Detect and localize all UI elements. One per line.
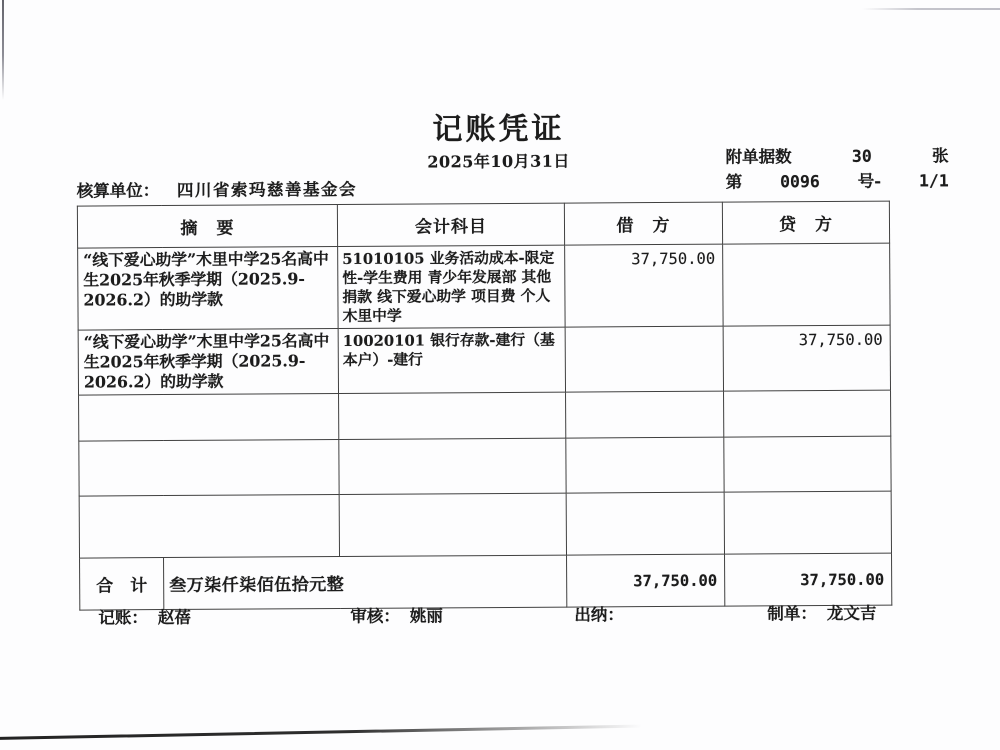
preparer-signature: [767, 600, 876, 625]
debit-cell: [565, 326, 723, 392]
table-row: [78, 325, 890, 395]
reviewer-name: 姚丽: [409, 606, 443, 626]
table-row: [79, 436, 891, 496]
credit-cell: [723, 243, 890, 326]
accounting-unit-line: [77, 176, 357, 202]
table-row: [79, 491, 891, 558]
voucher-number: 0096: [780, 172, 820, 192]
reviewer-signature: [350, 602, 443, 627]
attachment-label: 附单据数: [725, 147, 792, 167]
header-account: 会计科目: [337, 203, 564, 246]
bookkeeper-label: 记账：: [98, 608, 148, 628]
table-row: [78, 243, 890, 330]
header-credit: 贷 方: [722, 201, 889, 244]
summary-cell: [79, 393, 339, 441]
accounting-unit-name: 四川省索玛慈善基金会: [176, 179, 358, 200]
summary-cell: [79, 439, 339, 496]
voucher-title: 记账凭证: [432, 111, 565, 148]
debit-cell: [566, 437, 724, 493]
cashier-label: 出纳：: [574, 605, 624, 625]
debit-cell: [566, 391, 724, 438]
credit-cell: [724, 491, 891, 554]
summary-cell: “线下爱心助学”木里中学25名高中生2025年秋季学期（2025.9-2026.2）的助学款: [78, 328, 338, 395]
voucher-page-number: 1/1: [918, 171, 949, 191]
voucher-number-line: [726, 170, 949, 192]
voucher-number-prefix: 第: [725, 172, 743, 192]
preparer-name: 龙文吉: [826, 603, 877, 624]
header-debit: 借 方: [564, 202, 722, 245]
total-credit: 37,750.00: [725, 553, 892, 606]
reviewer-label: 审核：: [350, 606, 400, 626]
total-debit: 37,750.00: [567, 554, 725, 607]
credit-cell: [724, 390, 891, 437]
account-cell: 10020101 银行存款-建行（基本户）-建行: [338, 327, 565, 393]
attachment-count-line: [726, 145, 949, 167]
cashier-signature: [574, 601, 634, 625]
total-label: 合 计: [80, 558, 164, 611]
credit-cell: [724, 436, 891, 492]
summary-cell: [79, 494, 339, 558]
account-cell: 51010105 业务活动成本-限定性-学生费用 青少年发展部 其他捐款 线下爱心助学 项目费 个人 木里中学: [338, 245, 565, 328]
voucher-number-suffix: 号-: [857, 171, 882, 191]
header-summary: 摘 要: [77, 204, 337, 248]
bookkeeper-signature: [98, 604, 191, 629]
table-header-row: [77, 201, 889, 248]
signature-row: [1, 599, 1000, 631]
accounting-unit-label: 核算单位：: [76, 181, 160, 201]
bookkeeper-name: 赵蓓: [157, 607, 191, 628]
credit-cell: 37,750.00: [723, 325, 890, 391]
account-cell: [339, 493, 566, 556]
amount-in-words: 叁万柒仟柒佰伍拾元整: [164, 555, 567, 609]
preparer-label: 制单：: [767, 604, 817, 624]
voucher-table: [77, 201, 892, 611]
debit-cell: 37,750.00: [565, 244, 723, 327]
attachment-unit: 张: [932, 146, 949, 166]
voucher-meta-block: [726, 145, 949, 196]
debit-cell: [566, 492, 724, 555]
voucher-date: 2025年10月31日: [427, 151, 570, 172]
summary-cell: “线下爱心助学”木里中学25名高中生2025年秋季学期（2025.9-2026.2）的助学款: [78, 246, 338, 330]
attachment-count: 30: [851, 146, 872, 166]
account-cell: [339, 438, 566, 494]
account-cell: [339, 392, 566, 439]
table-row: [79, 390, 891, 441]
